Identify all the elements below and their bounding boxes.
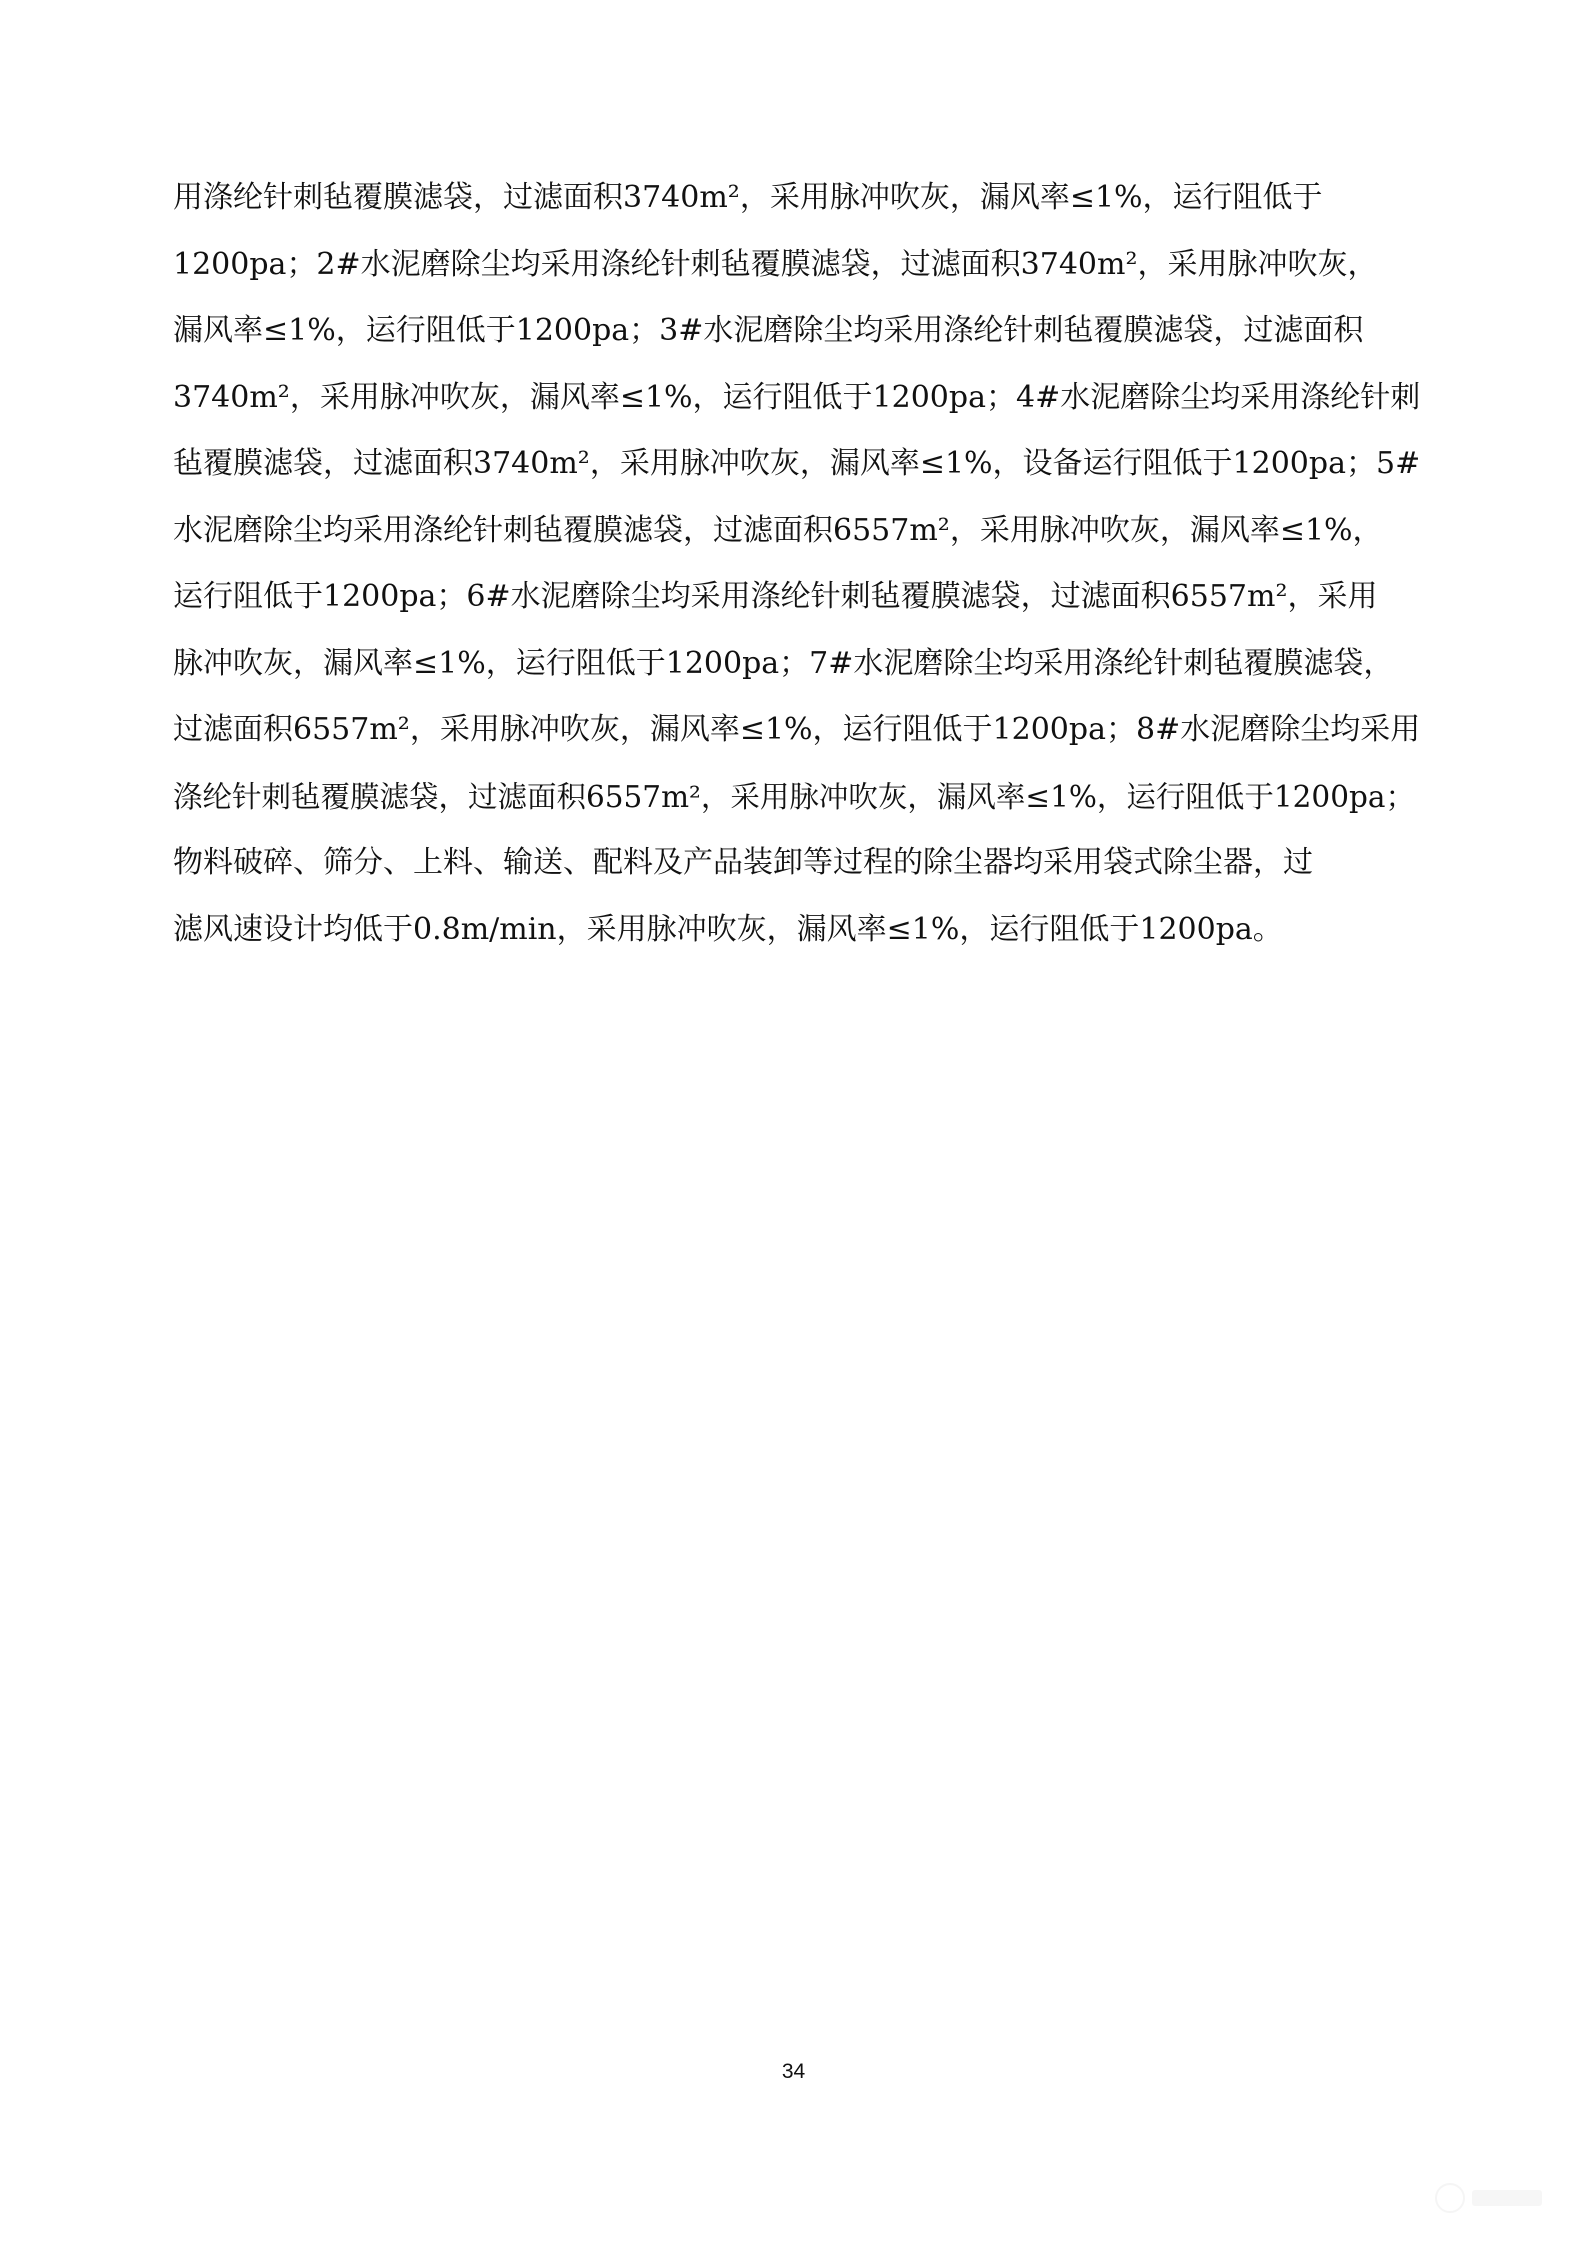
text-line: 涤纶针刺毡覆膜滤袋，过滤面积6557m²，采用脉冲吹灰，漏风率≤1%，运行阻低于1200pa；	[173, 779, 1415, 814]
text-line: 1200pa；2#水泥磨除尘均采用涤纶针刺毡覆膜滤袋，过滤面积3740m²，采用脉冲吹灰，	[173, 246, 1378, 282]
text-line: 过滤面积6557m²，采用脉冲吹灰，漏风率≤1%，运行阻低于1200pa；8#水泥磨除尘均采用	[173, 712, 1421, 747]
body-paragraph	[173, 165, 1423, 963]
text-line: 脉冲吹灰，漏风率≤1%，运行阻低于1200pa；7#水泥磨除尘均采用涤纶针刺毡覆膜滤袋，	[173, 645, 1394, 681]
text-line: 滤风速设计均低于0.8m/min，采用脉冲吹灰，漏风率≤1%，运行阻低于1200pa。	[173, 911, 1283, 947]
text-line: 用涤纶针刺毡覆膜滤袋，过滤面积3740m²，采用脉冲吹灰，漏风率≤1%，运行阻低于	[173, 180, 1323, 215]
text-line: 运行阻低于1200pa；6#水泥磨除尘均采用涤纶针刺毡覆膜滤袋，过滤面积6557m²，采用	[173, 579, 1378, 614]
text-line: 毡覆膜滤袋，过滤面积3740m²，采用脉冲吹灰，漏风率≤1%，设备运行阻低于1200pa；5#	[173, 446, 1421, 481]
watermark-logo	[1430, 2178, 1550, 2218]
page-number: 34	[781, 2060, 806, 2083]
text-line: 漏风率≤1%，运行阻低于1200pa；3#水泥磨除尘均采用涤纶针刺毡覆膜滤袋，过滤面积	[173, 313, 1364, 348]
text-line: 物料破碎、筛分、上料、输送、配料及产品装卸等过程的除尘器均采用袋式除尘器，过	[173, 845, 1313, 880]
text-line: 3740m²，采用脉冲吹灰，漏风率≤1%，运行阻低于1200pa；4#水泥磨除尘均采用涤纶针刺	[173, 379, 1421, 415]
text-line: 水泥磨除尘均采用涤纶针刺毡覆膜滤袋，过滤面积6557m²，采用脉冲吹灰，漏风率≤1%，	[173, 512, 1383, 548]
